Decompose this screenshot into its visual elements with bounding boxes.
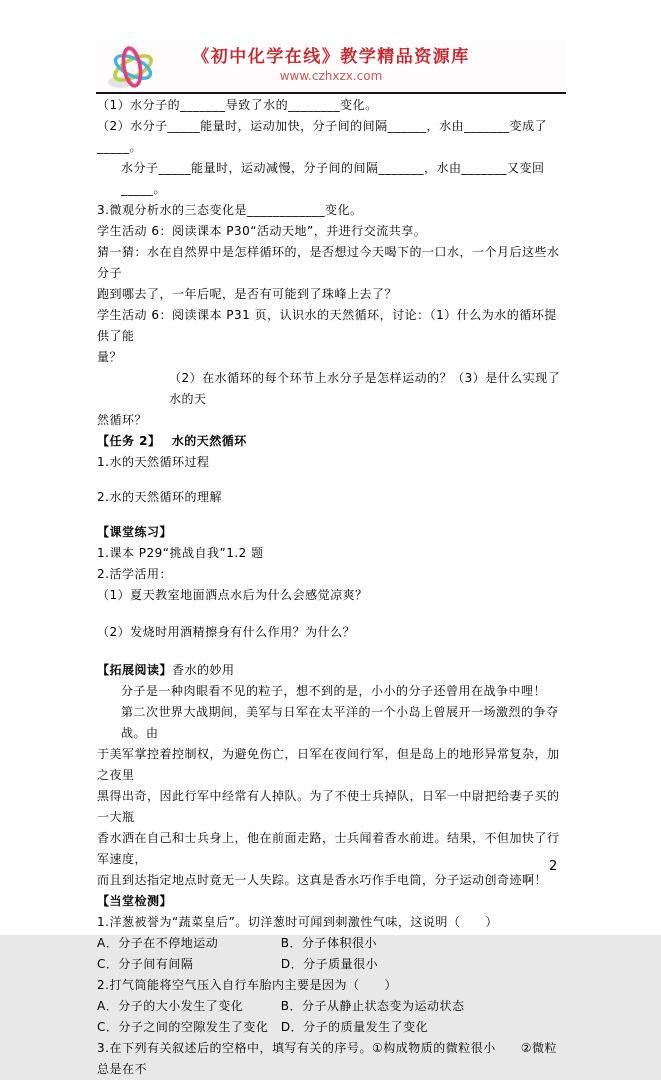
reading-para2-line2: 于美军掌控着控制权，为避免伤亡，日军在夜间行军，但是岛上的地形异常复杂，加之夜里 — [97, 747, 560, 782]
quiz-q2: 2.打气筒能将空气压入自行车胎内主要是因为（ ） — [97, 978, 397, 992]
student-activity-p31-line4: 然循环？ — [97, 413, 148, 427]
fill-blank-q3: 3.微观分析水的三态变化是____________变化。 — [97, 203, 363, 217]
practice-item-2-1: （1）夏天教室地面洒点水后为什么会感觉凉爽？ — [97, 588, 368, 602]
fill-blank-q2a: （2）水分子_____能量时，运动加快，分子间的间隔______，水由_______变成了_____。 — [97, 119, 548, 154]
guess-question-line2: 跑到哪去了，一年后呢，是否有可能到了珠峰上去了？ — [97, 287, 398, 301]
quiz-q1-options-cd: C．分子间有间隔 D．分子质量很小 — [97, 957, 379, 971]
section-heading-task2: 【任务 2】 水的天然循环 — [97, 434, 247, 448]
document-header — [96, 40, 566, 94]
quiz-q2-options-cd: C．分子之间的空隙发生了变化 D．分子的质量发生了变化 — [97, 1020, 429, 1034]
section-heading-classroom-practice: 【课堂练习】 — [97, 525, 173, 539]
site-url: www.czhxzx.com — [279, 69, 383, 83]
quiz-q3: 3.在下列有关叙述后的空格中，填写有关的序号。①构成物质的微粒很小 ②微粒总是在不 — [97, 1041, 557, 1076]
header-text-block — [96, 47, 566, 83]
quiz-q1-options-ab: A．分子在不停地运动 B．分子体积很小 — [97, 936, 377, 950]
guess-question-line1: 猜一猜：水在自然界中是怎样循环的，是否想过今天喝下的一口水，一个月后这些水分子 — [97, 245, 560, 280]
fill-blank-q1: （1）水分子的_______导致了水的________变化。 — [97, 98, 378, 112]
task2-item-2: 2.水的天然循环的理解 — [97, 490, 222, 504]
reading-para2-line3: 黑得出奇，因此行军中经常有人掉队。为了不使士兵掉队，日军一中尉把给妻子买的一大瓶 — [97, 789, 560, 824]
student-activity-p30: 学生活动 6：阅读课本 P30“活动天地”，并进行交流共享。 — [97, 224, 427, 238]
student-activity-p31-line3: （2）在水循环的每个环节上水分子是怎样运动的？（3）是什么实现了水的天 — [169, 371, 561, 406]
page-number: 2 — [549, 859, 558, 874]
quiz-q2-options-ab: A．分子的大小发生了变化 B．分子从静止状态变为运动状态 — [97, 999, 465, 1013]
student-activity-p31-line1: 学生活动 6：阅读课本 P31 页，认识水的天然循环，讨论：（1）什么为水的循环提供了能 — [97, 308, 557, 343]
practice-item-2: 2.活学活用： — [97, 567, 172, 581]
practice-item-1: 1.课本 P29“挑战自我”1.2 题 — [97, 546, 264, 560]
section-heading-extended-reading: 【拓展阅读】香水的妙用 — [97, 663, 235, 677]
reading-para2-line4: 香水洒在自己和士兵身上，他在前面走路，士兵闻着香水前进。结果，不但加快了行军速度， — [97, 831, 560, 866]
student-activity-p31-line2: 量？ — [97, 350, 123, 364]
task2-item-1: 1.水的天然循环过程 — [97, 455, 210, 469]
quiz-q1: 1.洋葱被誉为“蔬菜皇后”。切洋葱时可闻到刺激性气味，这说明（ ） — [97, 915, 498, 929]
reading-para2-line5: 而且到达指定地点时竟无一人失踪。这真是香水巧作手电筒，分子运动创奇迹啊！ — [97, 873, 548, 887]
reading-para1: 分子是一种肉眼看不见的粒子，想不到的是，小小的分子还曾用在战争中哩！ — [121, 684, 547, 698]
practice-item-2-2: （2）发烧时用酒精擦身有什么作用？为什么？ — [97, 625, 356, 639]
fill-blank-q2b: 水分子_____能量时，运动减慢，分子间的间隔_______，水由_______又变回_____。 — [121, 161, 545, 196]
document-body — [97, 95, 569, 1080]
section-heading-quiz: 【当堂检测】 — [97, 894, 173, 908]
reading-para2-line1: 第二次世界大战期间，美军与日军在太平洋的一个小岛上曾展开一场激烈的争夺战。由 — [121, 705, 559, 740]
site-title: 《初中化学在线》教学精品资源库 — [192, 47, 470, 67]
